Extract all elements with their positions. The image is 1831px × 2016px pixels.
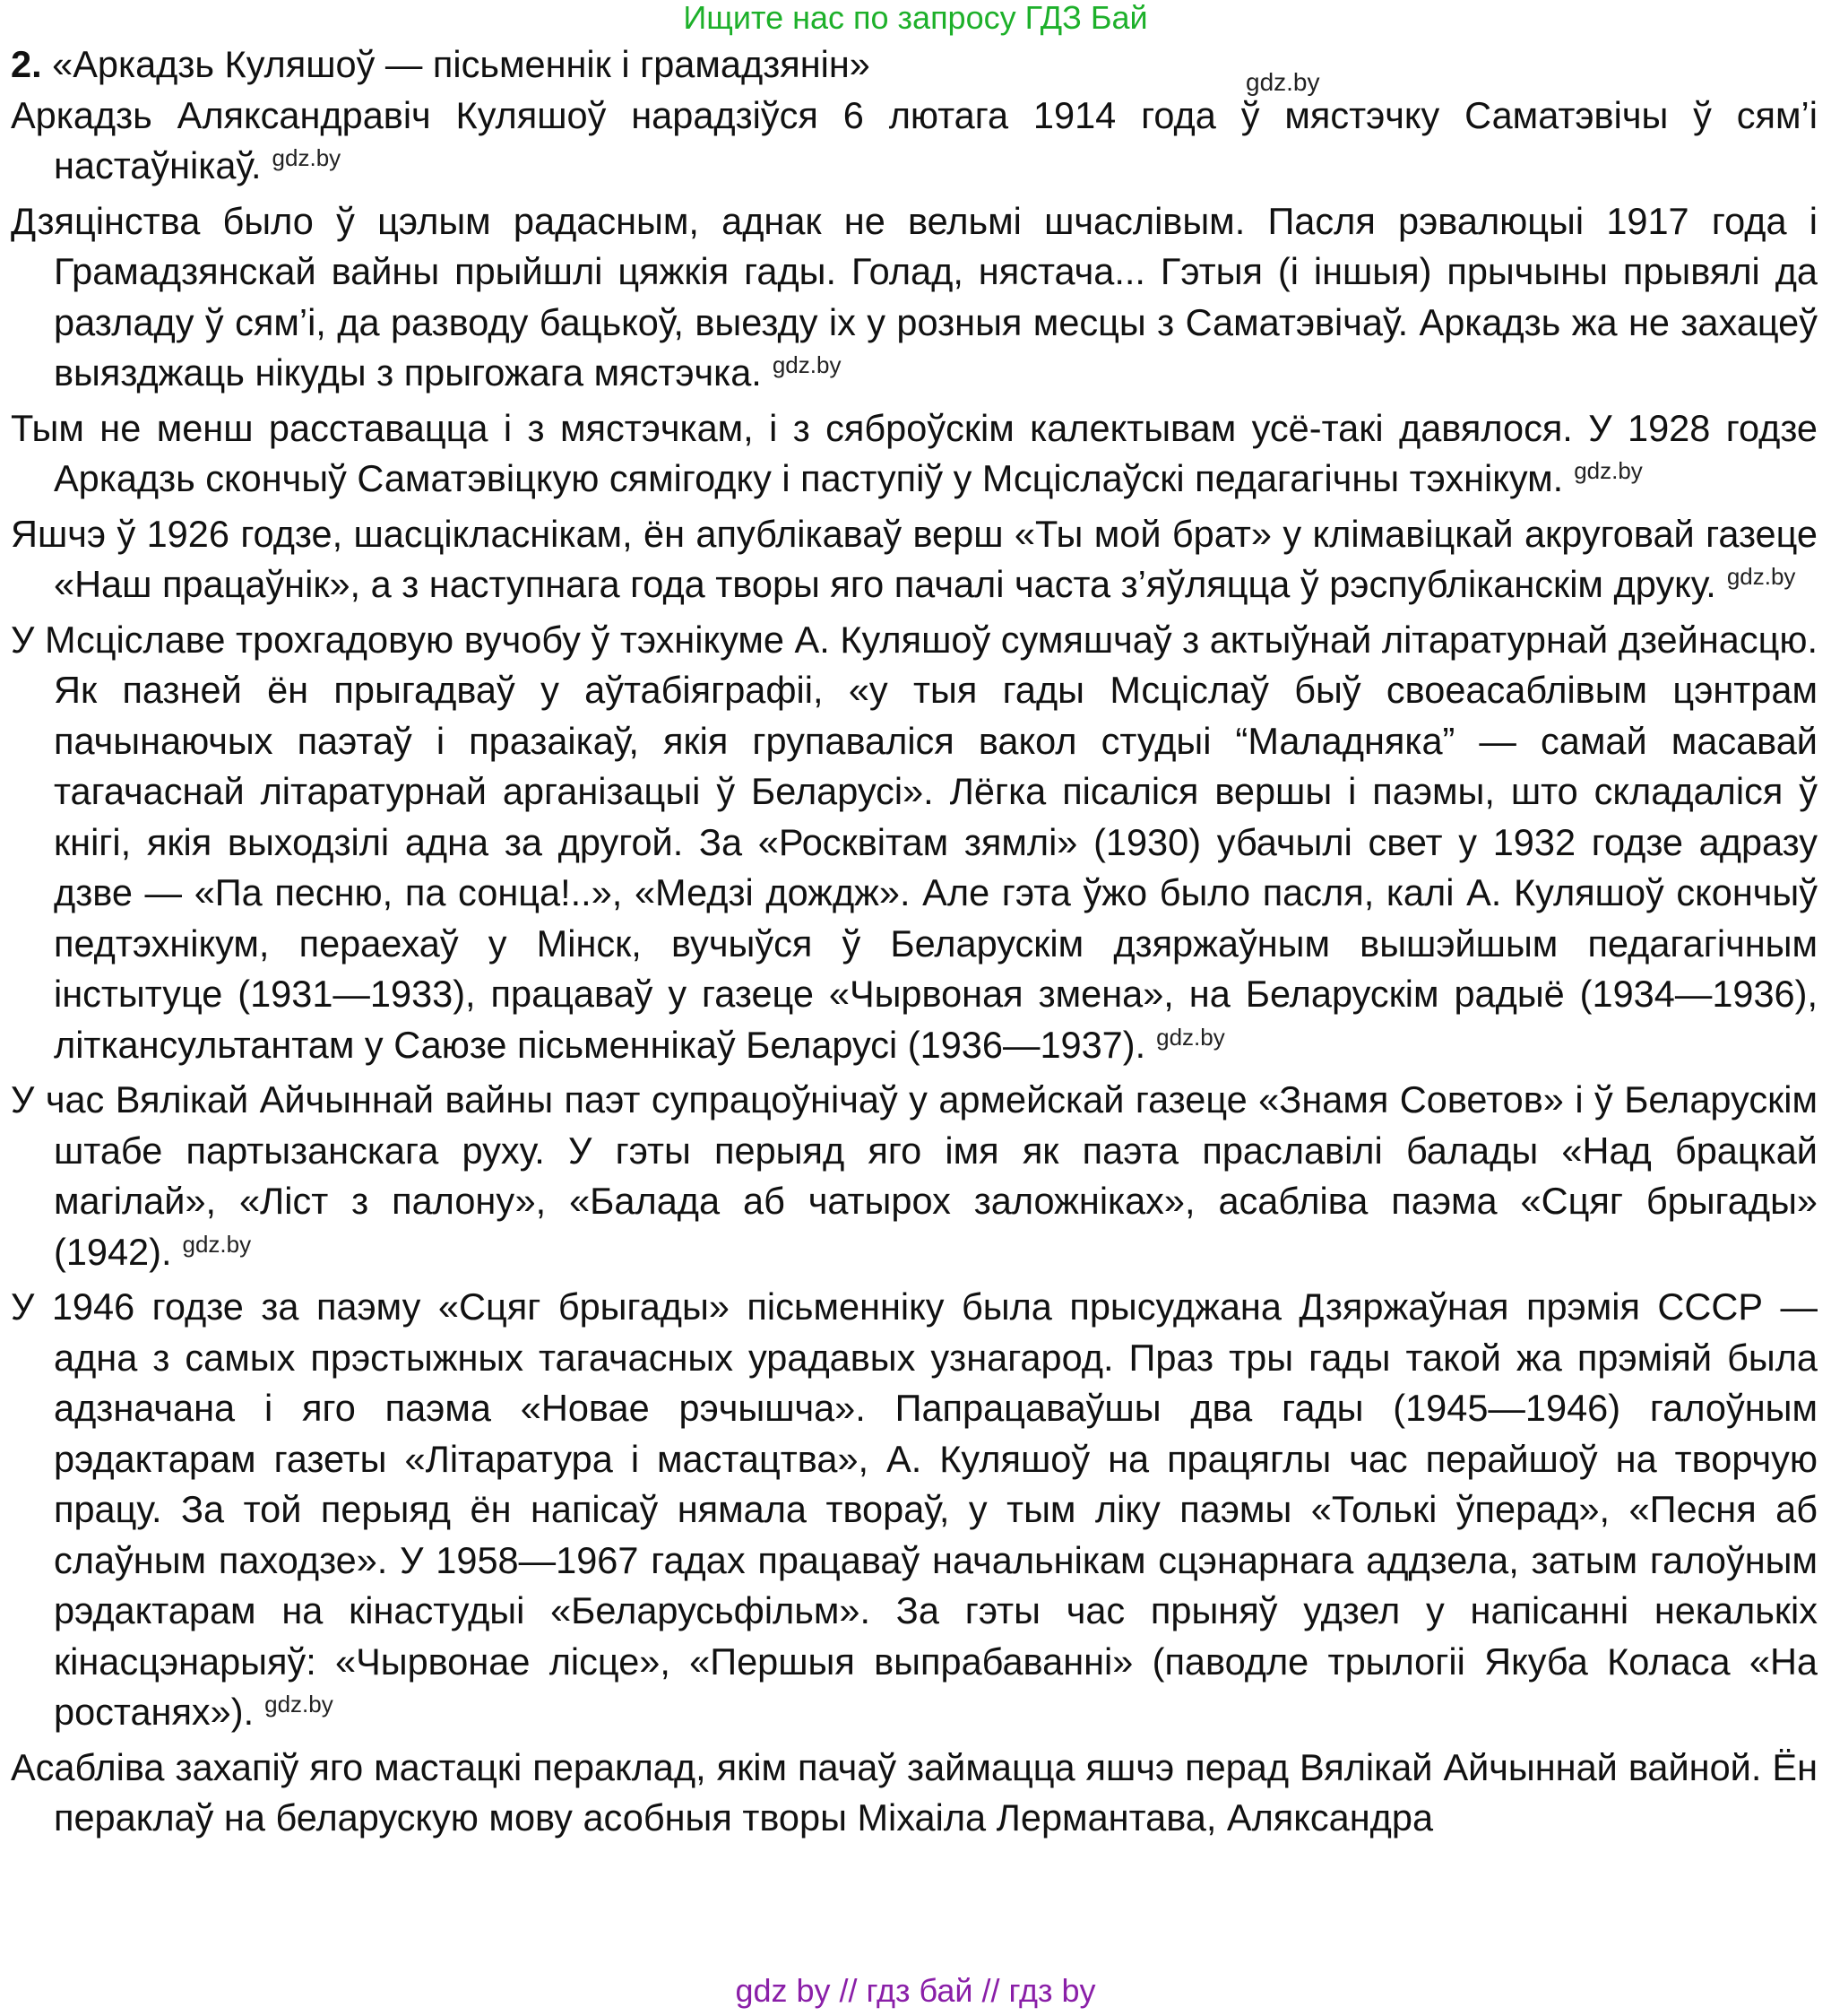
paragraph-text: Тым не менш расставацца і з мястэчкам, і з сяброўскім калектывам усё-такі давялося. У 1928 годзе Аркадзь скончыў Саматэвіцкую сямігодку і паступіў у Мсціслаўскі педагагічны тэхнікум. (11, 406, 1818, 499)
paragraph (11, 403, 1818, 509)
paragraph-text: У час Вялікай Айчыннай вайны паэт супрацоўнічаў у армейскай газеце «Знамя Советов» і ў Беларускім штабе партызанскага руху. У гэты перыяд яго імя як паэта праславілі балады «Над брацкай магілай», «Ліст з палону», «Балада аб чатырох заложніках», асабліва паэма «Сцяг брыгады» (1942). (11, 1078, 1818, 1273)
watermark: gdz.by (264, 1691, 333, 1717)
watermark: gdz.by (1574, 457, 1643, 484)
paragraph (11, 1743, 1818, 1844)
watermark: gdz.by (1726, 563, 1796, 590)
paragraph-text: У 1946 годзе за паэму «Сцяг брыгады» пісьменніку была прысуджана Дзяржаўная прэмія СССР — адна з самых прэстыжных тагачасных урадавых узнагарод. Праз тры гады такой жа прэміяй была адзначана і яго паэма «Новае рэчышча». Папрацаваўшы два гады (1945—1946) галоўным рэдактарам газеты «Літаратура і мастацтва», А. Куляшоў на працяглы час перайшоў на творчую працу. За той перыяд ён напісаў нямала твораў, у тым ліку паэмы «Толькі ўперад», «Песня аб слаўным паходзе». У 1958—1967 гадах працаваў начальнікам сцэнарнага аддзела, затым галоўным рэдактарам на кінастудыі «Беларусьфільм». За гэты час прыняў удзел у напісанні некалькіх кінасцэнарыяў: «Чырвонае лісце», «Першыя выпрабаванні» (паводле трылогіі Якуба Коласа «На ростанях»). (11, 1285, 1818, 1733)
search-banner: Ищите нас по запросу ГДЗ Бай (683, 0, 1148, 36)
paragraph (11, 91, 1818, 196)
paragraph-text: Асабліва захапіў яго мастацкі пераклад, якім пачаў займацца яшчэ перад Вялікай Айчыннай вайной. Ён пераклаў на беларускую мову асобныя творы Міхаіла Лермантава, Аляксандра (11, 1745, 1818, 1839)
watermark: gdz.by (1156, 1023, 1225, 1051)
paragraph (11, 509, 1818, 615)
paragraph (11, 615, 1818, 1076)
paragraph (11, 196, 1818, 403)
paragraph (11, 1282, 1818, 1743)
footer-watermark: gdz by // гдз бай // гдз by (735, 1972, 1096, 2009)
section-number: 2. (11, 43, 42, 85)
paragraph-text: Аркадзь Аляксандравіч Куляшоў нарадзіўся 6 лютага 1914 года ў мястэчку Саматэвічы ў сям’і настаўнікаў. (11, 93, 1818, 186)
section-title: «Аркадзь Куляшоў — пісьменнік і грамадзянін» (52, 43, 870, 85)
paragraph-text: У Мсціславе трохгадовую вучобу ў тэхнікуме А. Куляшоў сумяшчаў з актыўнай літаратурнай дзейнасцю. Як пазней ён прыгадваў у аўтабіяграфіі, «у тыя гады Мсціслаў быў своеасаблівым цэнтрам пачынаючых паэтаў і празаікаў, якія групаваліся вакол студыі “Маладняка” — самай масавай тагачаснай літаратурнай арганізацыі ў Беларусі». Лёгка пісаліся вершы і паэмы, што складаліся ў кнігі, якія выходзілі адна за другой. За «Росквітам зямлі» (1930) убачылі свет у 1932 годзе адразу дзве — «Па песню, па сонца!..», «Медзі дождж». Але гэта ўжо было пасля, калі А. Куляшоў скончыў педтэхнікум, пераехаў у Мінск, вучыўся ў Беларускім дзяржаўным вышэйшым педагагічным інстытуце (1931—1933), працаваў у газеце «Чырвоная змена», на Беларускім радыё (1934—1936), літкансультантам у Саюзе пісьменнікаў Беларусі (1936—1937). (11, 618, 1818, 1066)
paragraph (11, 1075, 1818, 1282)
document-body (11, 39, 1818, 1844)
watermark: gdz.by (272, 144, 341, 171)
watermark: gdz.by (182, 1230, 252, 1258)
section-heading (11, 39, 1818, 96)
paragraph-text: Дзяцінства было ў цэлым радасным, аднак не вельмі шчаслівым. Пасля рэвалюцыі 1917 года і Грамадзянскай вайны прыйшлі цяжкія гады. Голад, нястача... Гэтыя (і іншыя) прычыны прывялі да разладу ў сям’і, да разводу бацькоў, выезду іх у розныя месцы з Саматэвічаў. Аркадзь жа не захацеў выязджаць нікуды з прыгожага мястэчка. (11, 199, 1818, 394)
heading-watermark: gdz.by (1246, 68, 1320, 96)
paragraph-text: Яшчэ ў 1926 годзе, шасцікласнікам, ён апублікаваў верш «Ты мой брат» у клімавіцкай акруговай газеце «Наш працаўнік», а з наступнага года творы яго пачалі часта з’яўляцца ў рэспубліканскім друку. (11, 512, 1818, 605)
watermark: gdz.by (772, 351, 842, 378)
